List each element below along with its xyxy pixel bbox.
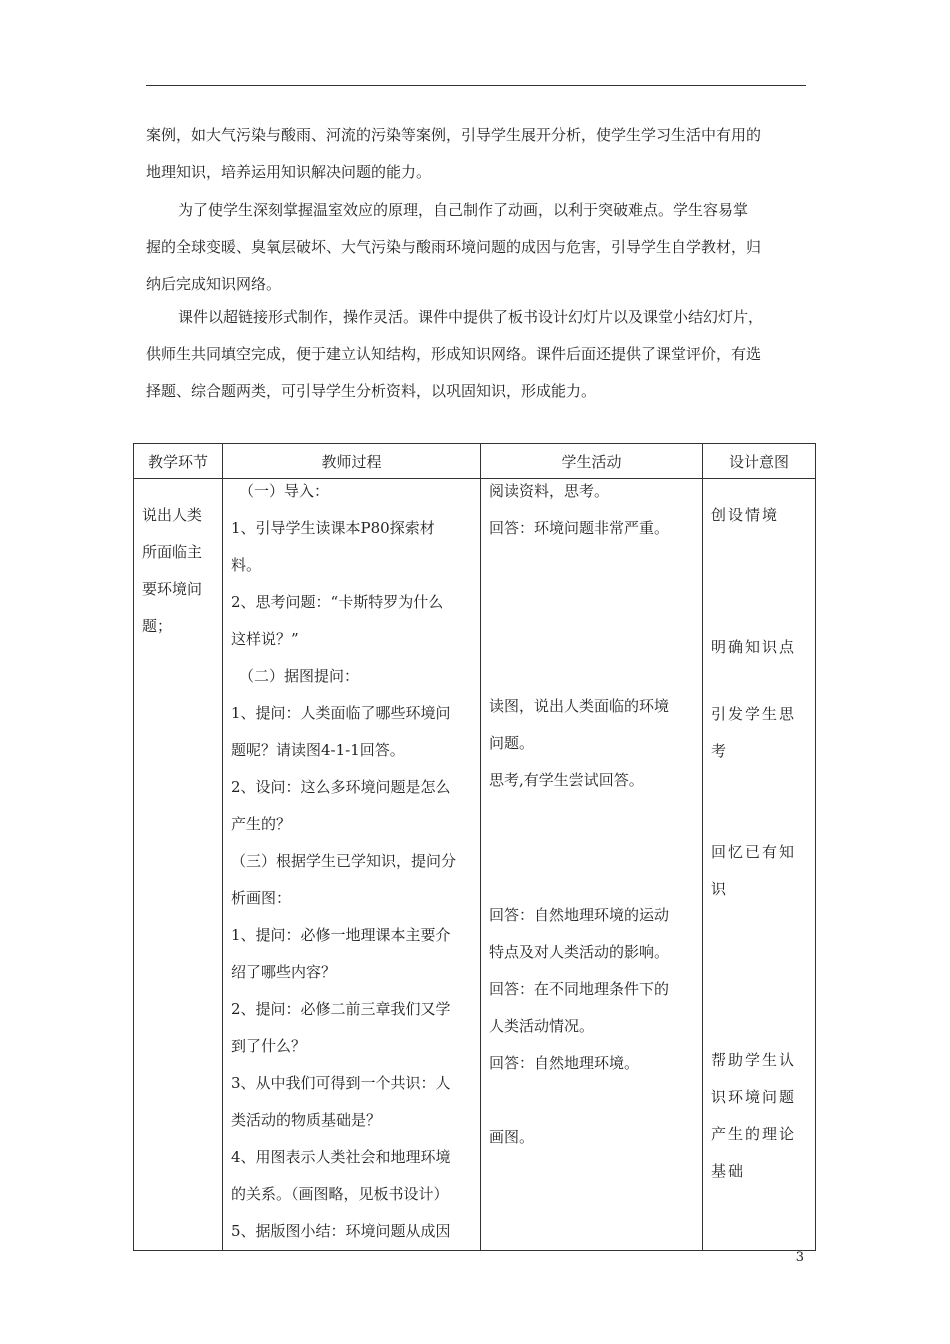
paragraph-3 (146, 299, 810, 410)
cell-line: 1、提问：人类面临了哪些环境问 (231, 704, 451, 722)
paragraph-line: 案例，如大气污染与酸雨、河流的污染等案例，引导学生展开分析，使学生学习生活中有用的 (146, 126, 762, 144)
cell-line: 2、设问：这么多环境问题是怎么 (231, 778, 451, 796)
cell-line: 回答：在不同地理条件下的 (489, 980, 670, 998)
cell-line (489, 799, 694, 836)
cell-line: 回忆已有知 (711, 843, 797, 861)
cell-line: 识环境问题 (711, 1088, 797, 1106)
cell-line: 料。 (231, 556, 262, 574)
header-stage: 教学环节 (134, 444, 223, 479)
cell-line: 绍了哪些内容？ (231, 963, 337, 981)
cell-line: 题呢？请读图4-1-1回答。 (231, 741, 405, 759)
cell-line: 识 (711, 880, 729, 898)
cell-line: 4、用图表示人类社会和地理环境 (231, 1148, 451, 1166)
header-student: 学生活动 (481, 444, 703, 479)
cell-line (489, 584, 694, 621)
cell-line: 5、据版图小结：环境问题从成因 (231, 1222, 451, 1240)
cell-line: （一）导入： (239, 482, 330, 500)
paragraph-line: 地理知识，培养运用知识解决问题的能力。 (146, 163, 432, 181)
header-teacher: 教师过程 (223, 444, 481, 479)
cell-line: 明确知识点 (711, 638, 797, 656)
cell-line: 产生的？ (231, 815, 292, 833)
cell-line: 画图。 (489, 1128, 535, 1146)
intent-cell (703, 479, 816, 1251)
cell-line (489, 621, 694, 658)
cell-line: 产生的理论 (711, 1125, 797, 1143)
cell-line: 帮助学生认 (711, 1051, 797, 1069)
paragraph-2 (146, 192, 810, 303)
table-row (134, 479, 816, 1251)
cell-line: 引发学生思 (711, 705, 797, 723)
cell-line: 考 (711, 742, 729, 760)
page-number: 3 (795, 1250, 804, 1265)
cell-line: 阅读资料，思考。 (489, 482, 610, 500)
cell-line: 基础 (711, 1162, 746, 1180)
cell-line: 回答：自然地理环境。 (489, 1054, 640, 1072)
cell-line: 要环境问 (142, 580, 203, 598)
cell-line: 说出人类 (142, 506, 203, 524)
lesson-table (133, 443, 816, 1251)
cell-line: 回答：自然地理环境的运动 (489, 906, 670, 924)
cell-line: 2、思考问题：“卡斯特罗为什么 (231, 593, 444, 611)
cell-line: 题； (142, 617, 173, 635)
header-intent: 设计意图 (703, 444, 816, 479)
student-cell (481, 479, 703, 1251)
cell-line (489, 1082, 694, 1119)
cell-line: 创设情境 (711, 506, 780, 524)
cell-line: 回答：环境问题非常严重。 (489, 519, 670, 537)
cell-line: 的关系。（画图略，见板书设计） (231, 1185, 449, 1203)
cell-line: 1、提问：必修一地理课本主要介 (231, 926, 451, 944)
cell-line: 3、从中我们可得到一个共识：人 (231, 1074, 451, 1092)
cell-line: 特点及对人类活动的影响。 (489, 943, 670, 961)
header-rule (146, 85, 806, 86)
cell-line: 2、提问：必修二前三章我们又学 (231, 1000, 451, 1018)
paragraph-line: 课件以超链接形式制作，操作灵活。课件中提供了板书设计幻灯片以及课堂小结幻灯片， (178, 308, 764, 326)
cell-line (489, 873, 694, 897)
paragraph-line: 供师生共同填空完成，便于建立认知结构，形成知识网络。课件后面还提供了课堂评价，有选 (146, 345, 762, 363)
cell-line: 析画图： (231, 889, 292, 907)
cell-line: 问题。 (489, 734, 535, 752)
teacher-cell (223, 479, 481, 1251)
paragraph-line: 为了使学生深刻掌握温室效应的原理，自己制作了动画，以利于突破难点。学生容易掌 (178, 201, 749, 219)
cell-line: 类活动的物质基础是？ (231, 1111, 382, 1129)
cell-line: 读图，说出人类面临的环境 (489, 697, 670, 715)
cell-line (489, 658, 694, 688)
stage-cell (134, 479, 223, 1251)
cell-line (489, 547, 694, 584)
paragraph-1 (146, 117, 810, 191)
cell-line: （二）据图提问： (239, 667, 360, 685)
paragraph-line: 纳后完成知识网络。 (146, 275, 282, 293)
cell-line: 思考,有学生尝试回答。 (489, 771, 644, 789)
cell-line: 人类活动情况。 (489, 1017, 595, 1035)
cell-line: 到了什么？ (231, 1037, 307, 1055)
cell-line (489, 836, 694, 873)
cell-line: 所面临主 (142, 543, 203, 561)
paragraph-line: 握的全球变暖、臭氧层破坏、大气污染与酸雨环境问题的成因与危害，引导学生自学教材，归 (146, 238, 762, 256)
cell-line: （三）根据学生已学知识，提问分 (231, 852, 457, 870)
cell-line: 1、引导学生读课本P80探索材 (231, 519, 435, 537)
paragraph-line: 择题、综合题两类，可引导学生分析资料，以巩固知识，形成能力。 (146, 382, 597, 400)
cell-line: 这样说？” (231, 630, 299, 648)
